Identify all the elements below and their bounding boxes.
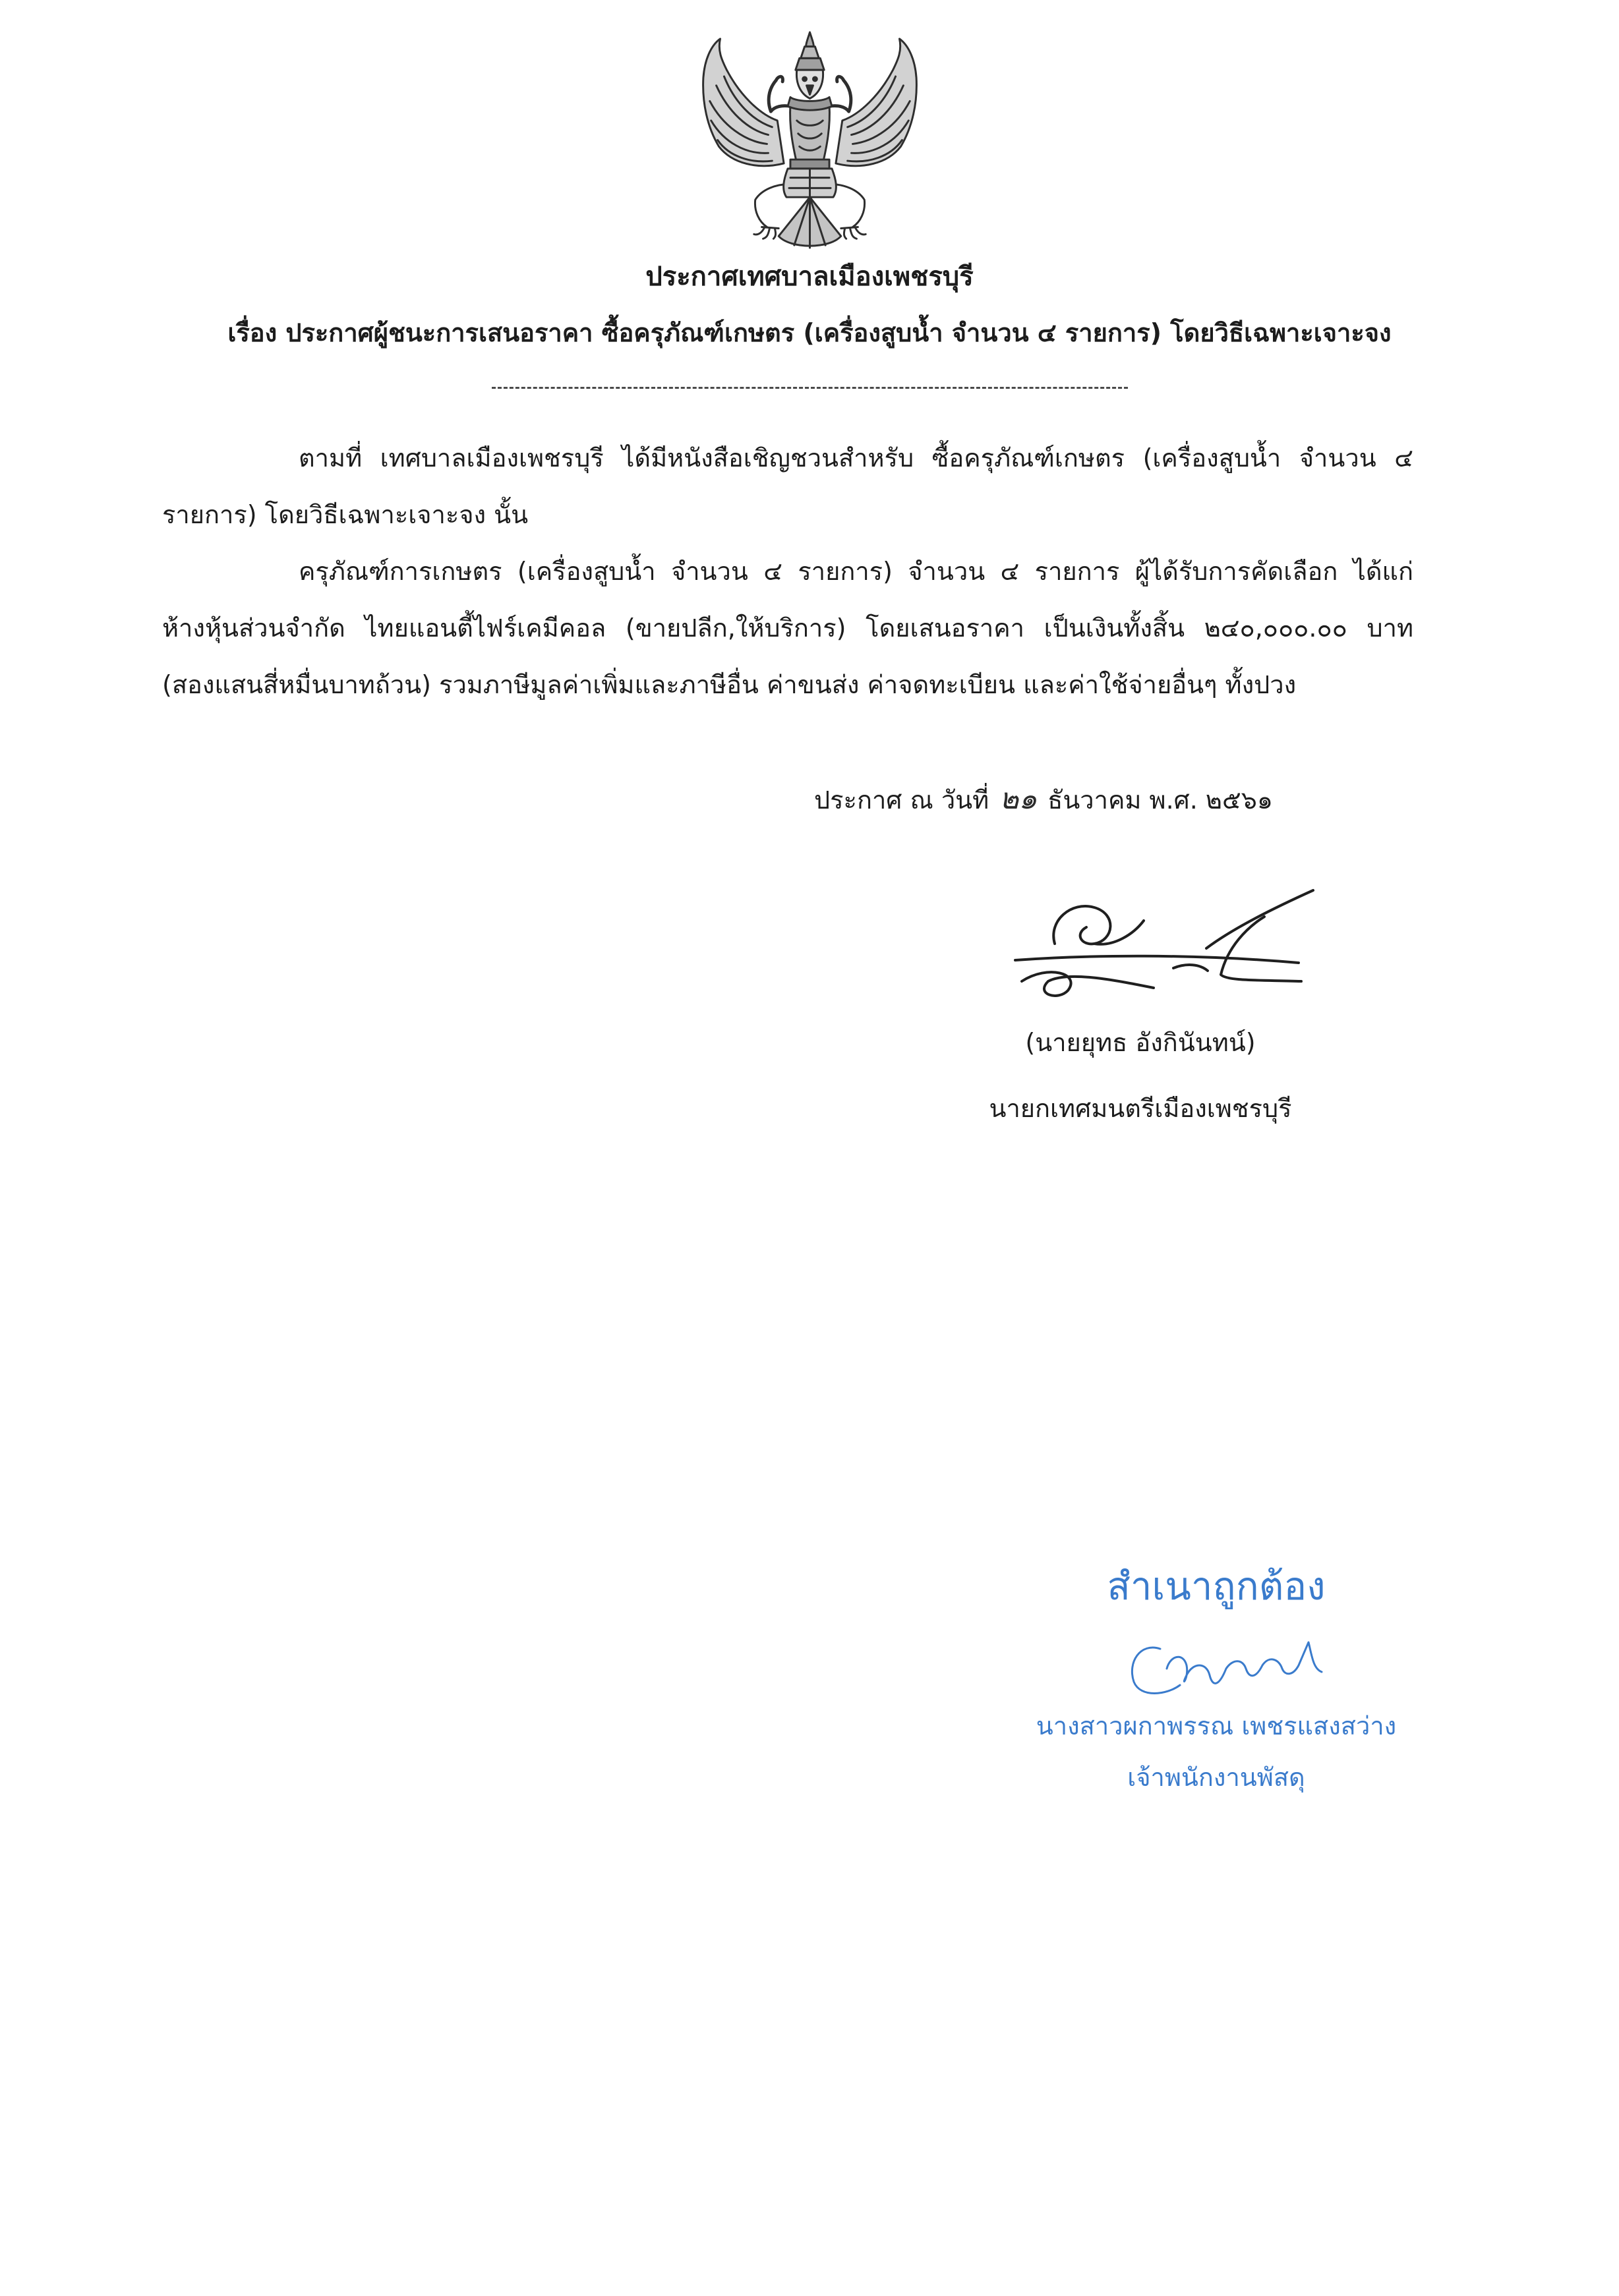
paragraph-2-line-1: ครุภัณฑ์การเกษตร (เครื่องสูบน้ำ จำนวน ๔ รายการ) จำนวน ๔ รายการ ผู้ได้รับการคัดเลือก ได้แก่ <box>299 557 1413 586</box>
paragraph-1-line-1: ตามที่ เทศบาลเมืองเพชรบุรี ได้มีหนังสือเชิญชวนสำหรับ ซื้อครุภัณฑ์เกษตร (เครื่องสูบน้ำ จำนวน ๔ <box>299 444 1413 473</box>
certifier-signature <box>1121 1629 1358 1702</box>
paragraph-2-line-3: (สองแสนสี่หมื่นบาทถ้วน) รวมภาษีมูลค่าเพิ่มและภาษีอื่น ค่าขนส่ง ค่าจดทะเบียน และค่าใช้จ่ายอื่นๆ ทั้งปวง <box>162 670 1297 699</box>
date-prefix: ประกาศ ณ วันที่ <box>814 786 989 815</box>
garuda-head <box>788 32 832 110</box>
garuda-tail <box>779 197 841 248</box>
garuda-body <box>783 105 836 197</box>
paragraph-2-line-2: ห้างหุ้นส่วนจำกัด ไทยแอนตี้ไฟร์เคมีคอล (ขายปลีก,ให้บริการ) โดยเสนอราคา เป็นเงินทั้งสิ้น ๒๔๐,๐๐๐.๐๐ บาท <box>162 614 1413 643</box>
certifier-position: เจ้าพนักงานพัสดุ <box>1127 1763 1305 1792</box>
announcement-body <box>162 430 1413 713</box>
document-title: ประกาศเทศบาลเมืองเพชรบุรี <box>645 262 974 292</box>
document-subject: เรื่อง ประกาศผู้ชนะการเสนอราคา ซื้อครุภัณฑ์เกษตร (เครื่องสูบน้ำ จำนวน ๔ รายการ) โดยวิธีเฉพาะเจาะจง <box>227 318 1392 347</box>
certified-copy-stamp <box>986 1557 1447 1799</box>
garuda-right-wing <box>835 39 916 166</box>
certified-copy-label: สำเนาถูกต้อง <box>1107 1564 1326 1609</box>
paragraph-1-line-2: รายการ) โดยวิธีเฉพาะเจาะจง นั้น <box>162 500 529 529</box>
certifier-name: นางสาวผกาพรรณ เพชรแสงสว่าง <box>1036 1711 1397 1740</box>
signatory-block <box>943 1019 1338 1132</box>
garuda-left-wing <box>703 39 783 166</box>
date-day-handwritten: ๒๑ <box>999 782 1038 816</box>
garuda-emblem <box>699 30 920 250</box>
dashed-divider <box>492 387 1128 389</box>
announcement-date <box>814 771 1539 828</box>
signatory-name: (นายยุทธ อังกินันทน์) <box>1025 1028 1256 1057</box>
date-suffix: ธันวาคม พ.ศ. ๒๕๖๑ <box>1047 786 1273 815</box>
signatory-position: นายกเทศมนตรีเมืองเพชรบุรี <box>989 1094 1292 1123</box>
mayor-signature <box>1009 881 1325 1013</box>
